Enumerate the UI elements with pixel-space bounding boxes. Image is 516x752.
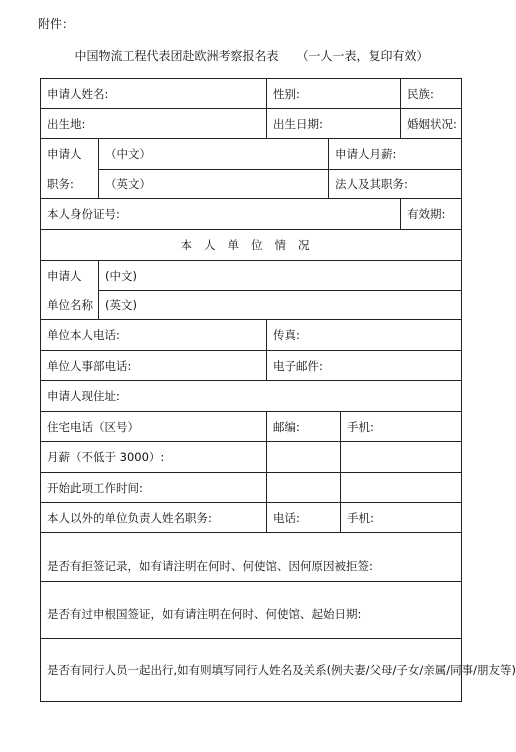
row-unit-phone	[41, 320, 462, 351]
form-title-note: （一人一表，复印有效）	[296, 49, 429, 63]
salary-field[interactable]: 月薪（不低于 3000）:	[41, 442, 267, 473]
row-companions	[41, 639, 462, 702]
applicant-name-field[interactable]: 申请人姓名:	[41, 79, 267, 109]
position-cn-field[interactable]: （中文）	[99, 139, 329, 170]
applicant-label: 申请人	[41, 139, 99, 170]
row-unit-cn	[41, 261, 462, 291]
email-field[interactable]: 电子邮件:	[267, 351, 462, 381]
other-leader-field[interactable]: 本人以外的单位负责人姓名职务:	[41, 503, 267, 533]
home-phone-field[interactable]: 住宅电话（区号）	[41, 412, 267, 442]
row-address	[41, 381, 462, 412]
salary-extra-cell-1[interactable]	[267, 442, 341, 473]
row-salary	[41, 442, 462, 473]
birthplace-field[interactable]: 出生地:	[41, 109, 267, 139]
unit-applicant-label: 申请人	[41, 261, 99, 291]
start-date-extra-cell-2[interactable]	[341, 473, 462, 503]
hr-phone-field[interactable]: 单位人事部电话:	[41, 351, 267, 381]
fax-field[interactable]: 传真:	[267, 320, 462, 351]
schengen-visa-field[interactable]: 是否有过申根国签证，如有请注明在何时、何使馆、起始日期:	[41, 582, 462, 639]
row-position-en	[41, 170, 462, 199]
row-hr-phone	[41, 351, 462, 381]
birthdate-field[interactable]: 出生日期:	[267, 109, 401, 139]
start-date-extra-cell-1[interactable]	[267, 473, 341, 503]
legal-rep-field[interactable]: 法人及其职务:	[329, 170, 462, 199]
attachment-label: 附件：	[38, 17, 75, 31]
ethnicity-field[interactable]: 民族:	[401, 79, 462, 109]
visa-refusal-field[interactable]: 是否有拒签记录，如有请注明在何时、何使馆、因何原因被拒签:	[41, 533, 462, 582]
row-unit-section	[41, 230, 462, 261]
companions-field[interactable]: 是否有同行人员一起出行,如有则填写同行人姓名及关系(例夫妻/父母/子女/亲属/同事/朋友等)	[41, 639, 462, 702]
form-title	[0, 47, 503, 64]
row-unit-en	[41, 291, 462, 320]
salary-extra-cell-2[interactable]	[341, 442, 462, 473]
unit-name-en-field[interactable]: (英文)	[99, 291, 462, 320]
row-birth	[41, 109, 462, 139]
row-home-phone	[41, 412, 462, 442]
position-label: 职务:	[41, 170, 99, 199]
row-id	[41, 199, 462, 230]
unit-name-cn-field[interactable]: (中文)	[99, 261, 462, 291]
row-schengen	[41, 582, 462, 639]
form-title-text: 中国物流工程代表团赴欧洲考察报名表	[74, 49, 279, 63]
unit-name-label: 单位名称	[41, 291, 99, 320]
position-en-field[interactable]: （英文）	[99, 170, 329, 199]
validity-field[interactable]: 有效期:	[401, 199, 462, 230]
row-start-date	[41, 473, 462, 503]
monthly-salary-field[interactable]: 申请人月薪:	[329, 139, 462, 170]
mobile-field[interactable]: 手机:	[341, 412, 462, 442]
start-date-field[interactable]: 开始此项工作时间:	[41, 473, 267, 503]
registration-form-table	[40, 78, 516, 702]
row-position-cn	[41, 139, 462, 170]
id-number-field[interactable]: 本人身份证号:	[41, 199, 401, 230]
leader-tel-field[interactable]: 电话:	[267, 503, 341, 533]
row-refused	[41, 533, 462, 582]
marital-status-field[interactable]: 婚姻状况:	[401, 109, 462, 139]
gender-field[interactable]: 性别:	[267, 79, 401, 109]
address-field[interactable]: 申请人现住址:	[41, 381, 462, 412]
unit-section-heading: 本人单位情况	[41, 230, 462, 261]
row-other-leader	[41, 503, 462, 533]
row-name	[41, 79, 462, 109]
leader-mobile-field[interactable]: 手机:	[341, 503, 462, 533]
unit-phone-field[interactable]: 单位本人电话:	[41, 320, 267, 351]
postcode-field[interactable]: 邮编:	[267, 412, 341, 442]
